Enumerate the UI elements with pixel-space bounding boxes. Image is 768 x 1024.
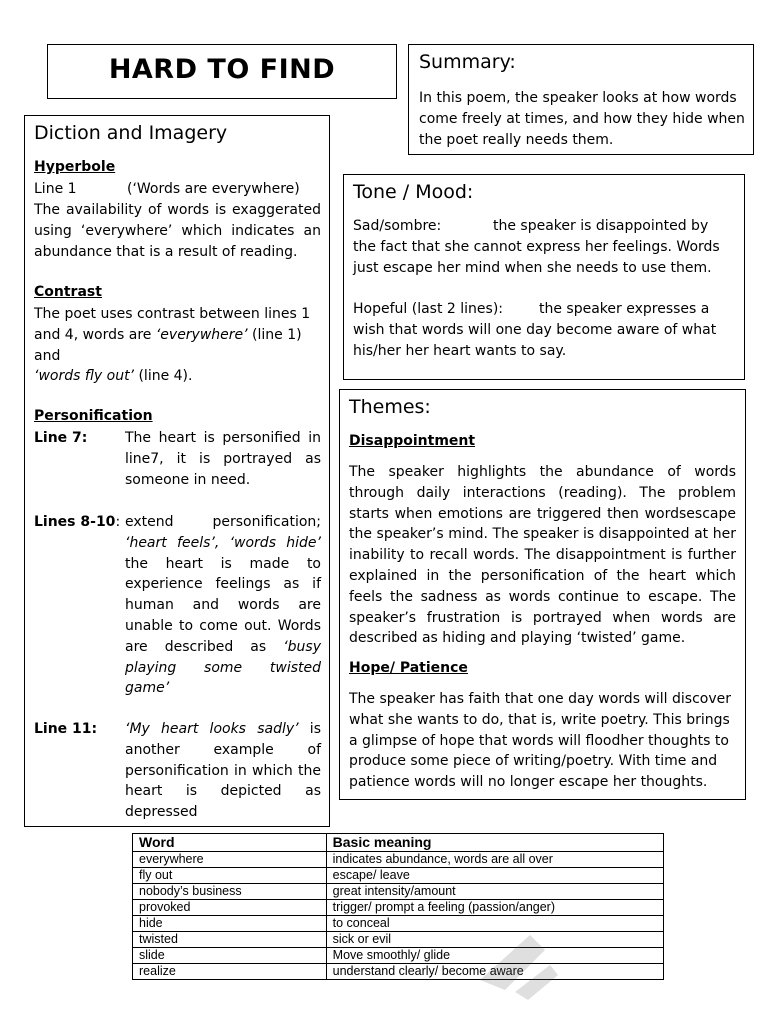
header-word: Word xyxy=(133,834,327,852)
tone-sad xyxy=(353,216,732,278)
personification-label: Personification xyxy=(34,408,153,424)
vocab-meaning: sick or evil xyxy=(326,932,663,948)
line810-label: Lines 8-10 xyxy=(34,514,116,530)
table-row xyxy=(133,948,664,964)
themes-heading: Themes: xyxy=(349,396,431,418)
hope-label: Hope/ Patience xyxy=(349,660,468,676)
vocab-word: realize xyxy=(133,964,327,980)
summary-heading: Summary: xyxy=(419,51,516,73)
table-row xyxy=(133,852,664,868)
vocab-meaning: understand clearly/ become aware xyxy=(326,964,663,980)
table-row xyxy=(133,884,664,900)
table-row xyxy=(133,900,664,916)
hyperbole-label: Hyperbole xyxy=(34,159,116,175)
line11-text xyxy=(125,719,321,823)
tone-hope-text: the speaker expresses a wish that words will one day become aware of what his/her her heart wants to say. xyxy=(353,301,717,359)
vocab-meaning: to conceal xyxy=(326,916,663,932)
table-row xyxy=(133,932,664,948)
themes-box xyxy=(339,389,746,800)
header-meaning: Basic meaning xyxy=(326,834,663,852)
line810-text xyxy=(125,512,321,699)
table-row xyxy=(133,868,664,884)
line810-colon: : xyxy=(115,514,121,530)
summary-box xyxy=(408,44,754,155)
line7-text: The heart is personified in line7, it is portrayed as someone in need. xyxy=(125,430,321,488)
line11-label: Line 11: xyxy=(34,721,98,737)
contrast-text xyxy=(34,304,321,387)
tone-hope-label: Hopeful (last 2 lines): xyxy=(353,301,503,317)
contrast-text-c: (line 4). xyxy=(134,368,193,385)
page-title: HARD TO FIND xyxy=(108,54,336,85)
line810-intro: extend personification; xyxy=(125,514,321,530)
watermark-icon xyxy=(470,920,560,1000)
line810-body: the heart is made to experience feelings as if human and words are unable to come out. Words are described as xyxy=(125,555,321,655)
table-row xyxy=(133,964,664,980)
vocab-table-body xyxy=(133,834,664,980)
line11-quote: ‘My heart looks sadly’ xyxy=(125,721,299,737)
vocab-word: slide xyxy=(133,948,327,964)
vocab-meaning: Move smoothly/ glide xyxy=(326,948,663,964)
line810-quote2: ‘busy playing some twisted game’ xyxy=(125,638,321,697)
vocab-word: hide xyxy=(133,916,327,932)
tone-sad-label: Sad/sombre: xyxy=(353,218,442,234)
vocab-table-wrap xyxy=(132,833,664,980)
summary-body: In this poem, the speaker looks at how words come freely at times, and how they hide when the poet really needs them. xyxy=(419,90,745,148)
contrast-text-a: The poet uses contrast between lines 1 and 4, words are xyxy=(34,306,311,343)
vocab-meaning: trigger/ prompt a feeling (passion/anger) xyxy=(326,900,663,916)
table-header-row xyxy=(133,834,664,852)
line11-body: is another example of personification in which the heart is depicted as depressed xyxy=(125,721,321,821)
hope-text: The speaker has faith that one day words will discover what she wants to do, that is, write poetry. This brings a glimpse of hope that words will floodher thoughts to produce some piece of writing/poetry. With time and patience words will no longer escape her thoughts. xyxy=(349,691,731,791)
vocab-word: fly out xyxy=(133,868,327,884)
vocab-meaning: escape/ leave xyxy=(326,868,663,884)
table-row xyxy=(133,916,664,932)
tone-sad-text: the speaker is disappointed by the fact that she cannot express her feelings. Words just escape her mind when she needs to use them. xyxy=(353,218,720,276)
diction-heading: Diction and Imagery xyxy=(34,122,228,144)
tone-hope xyxy=(353,299,732,361)
tone-box xyxy=(343,174,745,380)
line810-label-wrap xyxy=(34,512,120,533)
tone-heading: Tone / Mood: xyxy=(353,181,474,203)
contrast-text-b: (line 1) and xyxy=(34,326,302,364)
hyperbole-line-ref: Line 1 xyxy=(34,181,77,197)
disappointment-label: Disappointment xyxy=(349,433,476,449)
vocab-meaning: great intensity/amount xyxy=(326,884,663,900)
title-box xyxy=(47,44,397,99)
hyperbole-text: The availability of words is exaggerated using ‘everywhere’ which indicates an abundance that is a result of reading. xyxy=(34,202,321,260)
contrast-quote-a: ‘everywhere’ xyxy=(155,326,248,343)
line810-quote1: ‘heart feels’, ‘words hide’ xyxy=(125,534,321,551)
contrast-quote-b: ‘words fly out’ xyxy=(34,368,135,385)
disappointment-text: The speaker highlights the abundance of words through daily interactions (reading). The problem starts when emotions are triggered then wordsescape the speaker’s mind. The speaker is disappointed at her inability to recall words. The disappointment is further explained in the personification of the heart which feels the sadness as words continue to escape. The speaker’s frustration is portrayed when words are described as hiding and playing ‘twisted’ game. xyxy=(349,464,736,647)
vocab-word: nobody’s business xyxy=(133,884,327,900)
diction-box xyxy=(24,115,330,827)
vocab-word: provoked xyxy=(133,900,327,916)
vocab-meaning: indicates abundance, words are all over xyxy=(326,852,663,868)
vocab-word: twisted xyxy=(133,932,327,948)
vocab-word: everywhere xyxy=(133,852,327,868)
vocab-table xyxy=(132,833,664,980)
hyperbole-quote: (‘Words are everywhere) xyxy=(127,181,300,197)
line7-label: Line 7: xyxy=(34,430,88,446)
contrast-label: Contrast xyxy=(34,284,102,300)
